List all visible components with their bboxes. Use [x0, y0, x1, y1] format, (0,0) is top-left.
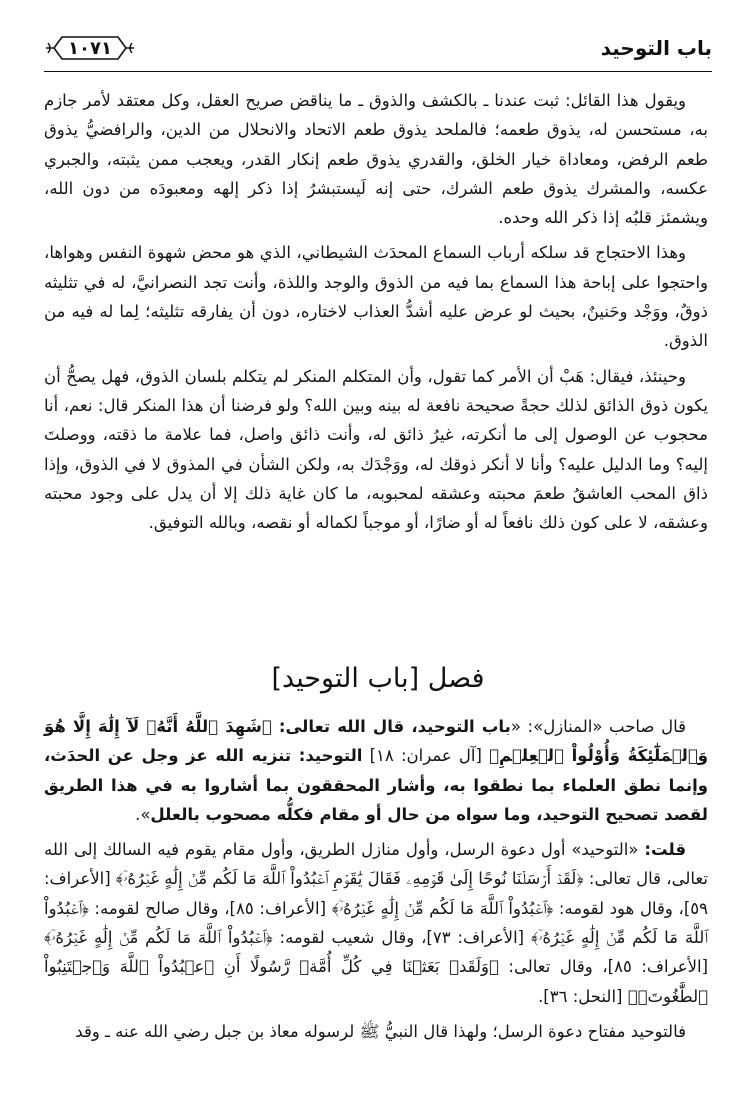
paragraph: وهذا الاحتجاج قد سلكه أرباب السماع المحدَث الشيطاني، الذي هو محض شهوة النفس وهواها، واحتجوا على إباحة هذا السماع بما فيه من الذوق والوجد واللذة، وأنت تجد النصرانيَّ، له في تثليثه ذوقٌ، ووَجْد وحَنينٌ، بحيث لو عرض عليه أشدُّ العذاب لاختاره، دون أن يفارقه تثليثه؛ لِما له فيه من الذوق. [44, 243, 708, 351]
paragraph: وحينئذ، فيقال: هَبْ أن الأمر كما تقول، وأن المتكلم المنكر لم يتكلم بلسان الذوق، فهل يصحُّ أن يكون ذوق الذائق لذلك حجةً صحيحة نافعة له بينه وبين الله؟ ولو فرضنا أن هذا المنكر قال: نعم، أنا محجوب عن الوصول إلى ما أنكرته، غيرُ ذائق له، وأنت ذائق واصل، فما علامة ما ذقته، ووصلتَ إليه؟ وما الدليل عليه؟ وأنا لا أنكر ذوقك له، ووَجْدَك به، ولكن الشأن في المذوق لا في الذوق، وإذا ذاق المحب العاشقُ طعمَ محبته وعشقه لمحبوبه، ما كان غاية ذلك إلا أن يدل على وجود محبته وعشقه، لا على كون ذلك نافعاً له أو ضارًا، أو موجباً لكماله أو نقصه، وبالله التوفيق. [44, 366, 708, 533]
header-divider [44, 71, 712, 72]
quote-paragraph [44, 712, 708, 829]
quote-intro: قال صاحب «المنازل»: « [510, 717, 687, 736]
page-number-badge [44, 33, 136, 63]
page-header [44, 28, 712, 68]
quote-bold: باب التوحيد، قال الله تعالى: ﴿شَهِدَ ٱللَّهُ أَنَّهُۥ لَآ إِلَٰهَ إِلَّا هُوَ وَٱلۡمَلَٰٓئِكَةُ وَأُوْلُواْ ٱلۡعِلۡمِ﴾ [44, 717, 708, 766]
chapter-text [44, 712, 708, 1052]
paragraph: ويقول هذا القائل: ثبت عندنا ـ بالكشف والذوق ـ ما يناقض صريح العقل، وكل معتقد لأمر جازم به، مستحسن له، يذوق طعمه؛ فالملحد يذوق طعم الاتحاد والانحلال من الدين، والرافضيُّ يذوق طعم الرفض، ومعاداة خيار الخلق، والقدري يذوق طعم إنكار القدر، ويعجب ممن يثبته، والجبري عكسه، والمشرك يذوق طعم الشرك، حتى إنه لَيستبشرُ إذا ذكر إلهه ومعبودَه من دون الله، ويشمئز قلبُه إذا ذكر الله وحده. [44, 91, 708, 228]
page-number: ١٠٧١ [68, 37, 112, 59]
chapter-heading [44, 652, 712, 704]
comment-label: قلت: [644, 840, 686, 860]
quote-ref: [آل عمران: ١٨] [362, 746, 490, 766]
main-text [44, 86, 708, 543]
last-line: فالتوحيد مفتاح دعوة الرسل؛ ولهذا قال النبيُّ ﷺ لرسوله معاذ بن جبل رضي الله عنه ـ وقد [75, 1021, 686, 1041]
quote-outro: ». [135, 804, 151, 824]
quote-bold-2: التوحيد: تنزيه الله عز وجل عن الحدَث، وإنما نطق العلماء بما نطقوا به، وأشار المحققون بما أشاروا به في هذا الطريق لقصد تصحيح التوحيد، وما سواه من حال أو مقام فكلُّه مصحوب بالعلل [44, 746, 708, 824]
comment-paragraph [44, 835, 708, 1011]
comment-text: «التوحيد» أول دعوة الرسل، وأول منازل الطريق، وأول مقام يقوم فيه السالك إلى الله تعالى، قال تعالى: ﴿لَقَدۡ أَرۡسَلۡنَا نُوحًا إِلَىٰ قَوۡمِهِۦ فَقَالَ يَٰقَوۡمِ ٱعۡبُدُواْ ٱللَّهَ مَا لَكُم مِّنۡ إِلَٰهٍ غَيۡرُهُۥٓ﴾ [الأعراف: ٥٩]، وقال هود لقومه: ﴿ٱعۡبُدُواْ ٱللَّهَ مَا لَكُم مِّنۡ إِلَٰهٍ غَيۡرُهُۥٓ﴾ [الأعراف: ٨٥]، وقال صالح لقومه: ﴿ٱعۡبُدُواْ ٱللَّهَ مَا لَكُم مِّنۡ إِلَٰهٍ غَيۡرُهُۥٓ﴾ [الأعراف: ٧٣]، وقال شعيب لقومه: ﴿ٱعۡبُدُواْ ٱللَّهَ مَا لَكُم مِّنۡ إِلَٰهٍ غَيۡرُهُۥٓ﴾ [الأعراف: ٨٥]، وقال تعالى: ﴿وَلَقَدۡ بَعَثۡنَا فِي كُلِّ أُمَّةٖ رَّسُولًا أَنِ ٱعۡبُدُواْ ٱللَّهَ وَٱجۡتَنِبُواْ ٱلطَّٰغُوتَۖ﴾ [النحل: ٣٦]. [44, 840, 709, 1006]
running-head-title: باب التوحيد [600, 36, 712, 60]
chapter-title: فصل [باب التوحيد] [271, 662, 485, 694]
